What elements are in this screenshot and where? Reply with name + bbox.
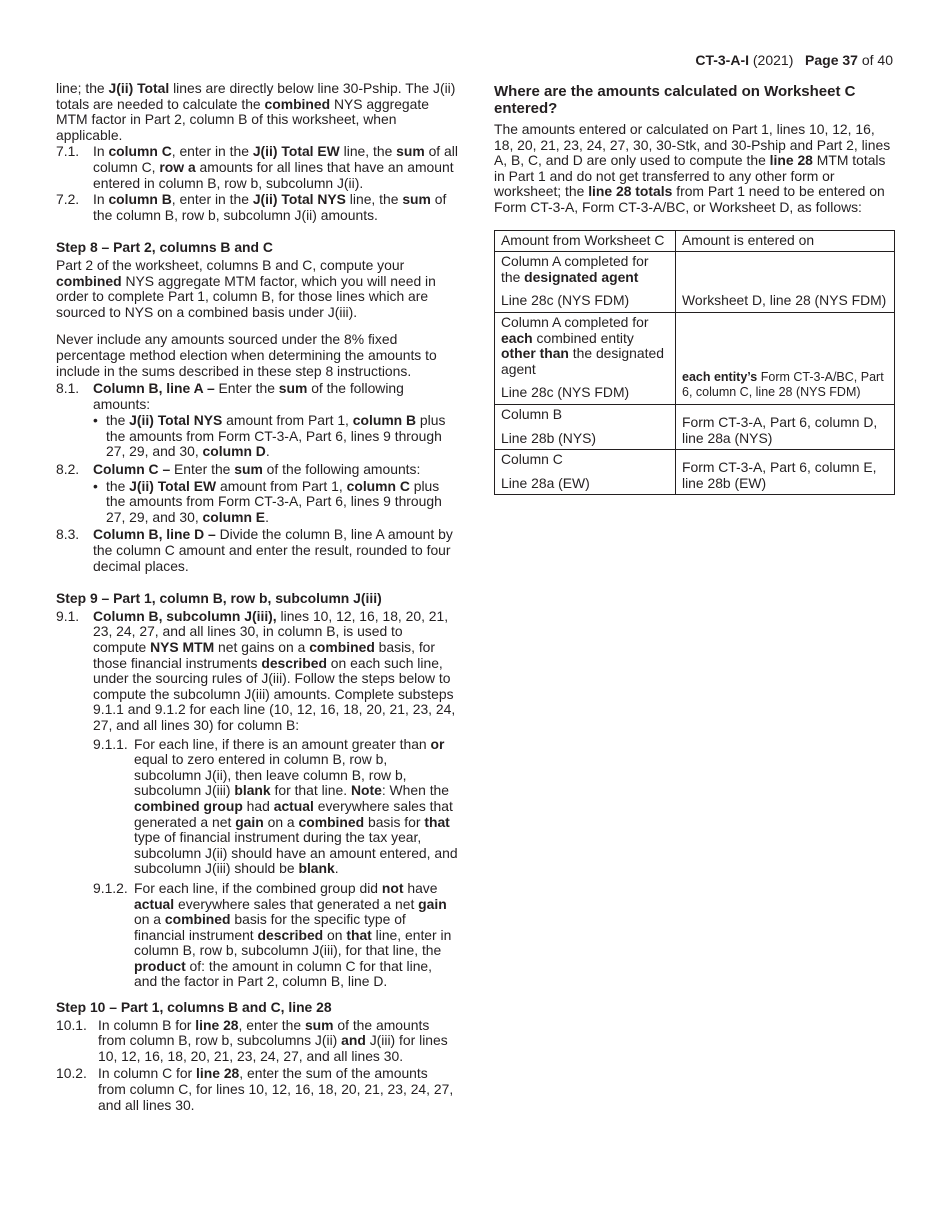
- step-8-2-bullet: • the J(ii) Total EW amount from Part 1, column C plus the amounts from Form CT-3-A, Part 6, lines 9 through 27, 29, and 30, column E.: [93, 477, 442, 525]
- step-10-1: 10.1. In column B for line 28, enter the sum of the amounts from column B, row b, subcolumns J(ii) and J(iii) for lines 10, 12, 16, 18, 20, 21, 23, 24, 27, and all lines 30.: [56, 1016, 448, 1064]
- section-paragraph: The amounts entered or calculated on Part 1, lines 10, 12, 16, 18, 20, 21, 23, 24, 27, 30, 30-Stk, and 30-Pship and Part 2, lines A, B, C, and D are only used to compute the line 28 MTM totals in Part 1 and do not get transferred to any other form or worksheet; the line 28 totals from Part 1 need to be entered on Form CT-3-A, Form CT-3-A/BC, or Worksheet D, as follows:: [494, 121, 891, 215]
- table-cell: Worksheet D, line 28 (NYS FDM): [676, 252, 895, 313]
- page-header: [695, 53, 893, 69]
- step-9-1-2: 9.1.2. For each line, if the combined group did not have actual everywhere sales that generated a net gain on a combined basis for the specific type of financial instrument described on that line, enter in column B, row b, subcolumn J(iii), for that line, the product of: the amount in column C for that line, and the factor in Part 2, column B, line D.: [93, 879, 452, 990]
- page-number: Page 37: [805, 52, 858, 68]
- step-10-heading: Step 10 – Part 1, columns B and C, line 28: [56, 999, 332, 1016]
- amounts-table: [494, 230, 895, 496]
- table-row: [495, 404, 895, 449]
- table-row: [495, 450, 895, 495]
- step-8-3: 8.3. Column B, line D – Divide the column B, line A amount by the column C amount and enter the result, rounded to four decimal places.: [56, 526, 453, 574]
- table-cell: each entity’s Form CT-3-A/BC, Part 6, column C, line 28 (NYS FDM): [676, 312, 895, 404]
- table-cell: Column A completed for each combined entity other than the designated agent Line 28c (NYS FDM): [495, 312, 676, 404]
- intro-paragraph: line; the J(ii) Total lines are directly below line 30-Pship. The J(ii) totals are needed to calculate the combined NYS aggregate MTM factor in Part 2, column B of this worksheet, when applicable.: [56, 80, 456, 143]
- step-10-2: 10.2. In column C for line 28, enter the sum of the amounts from column C, for lines 10, 12, 16, 18, 20, 21, 23, 24, 27, and all lines 30.: [56, 1065, 454, 1113]
- section-heading: Where are the amounts calculated on Worksheet C entered?: [494, 83, 856, 117]
- step-9-heading: Step 9 – Part 1, column B, row b, subcolumn J(iii): [56, 590, 382, 607]
- page-total: of 40: [861, 52, 893, 68]
- table-row: [495, 252, 895, 313]
- table-cell: Form CT-3-A, Part 6, column D, line 28a (NYS): [676, 404, 895, 449]
- table-cell: Column A completed for the designated agent Line 28c (NYS FDM): [495, 252, 676, 313]
- form-number: CT-3-A-I: [695, 52, 749, 68]
- table-row: [495, 312, 895, 404]
- table-cell: Form CT-3-A, Part 6, column E, line 28b (EW): [676, 450, 895, 495]
- step-9-1: 9.1. Column B, subcolumn J(iii), lines 10, 12, 16, 18, 20, 21, 23, 24, 27, and all lines 30, in column B, is used to compute NYS MTM net gains on a combined basis, for those financial instruments described on each such line, under the sourcing rules of J(iii). Follow the steps below to compute the subcolumn J(iii) amounts. Complete substeps 9.1.1 and 9.1.2 for each line (10, 12, 16, 18, 20, 21, 23, 24, 27, and all lines 30) for column B:: [56, 607, 456, 733]
- step-8-1-bullet: • the J(ii) Total NYS amount from Part 1, column B plus the amounts from Form CT-3-A, Part 6, lines 9 through 27, 29, and 30, column D.: [93, 412, 446, 460]
- table-header-row: [495, 230, 895, 252]
- step-9-1-1: 9.1.1. For each line, if there is an amount greater than or equal to zero entered in column B, row b, subcolumn J(ii), then leave column B, row b, subcolumn J(iii) blank for that line. Note: When the combined group had actual everywhere sales that generated a net gain on a combined basis for that type of financial instrument during the tax year, subcolumn J(ii) should have an amount entered, and subcolumn J(iii) should be blank.: [93, 735, 458, 877]
- step-8-heading: Step 8 – Part 2, columns B and C: [56, 239, 273, 256]
- table-header-cell: Amount is entered on: [676, 230, 895, 252]
- step-8-1: 8.1. Column B, line A – Enter the sum of the following amounts: • the J(ii) Total NYS amount from Part 1, column B plus the amounts from Form CT-3-A, Part 6, lines 9 through 27, 29, and 30, column D.: [56, 381, 458, 460]
- right-column: [494, 81, 895, 495]
- table-header-cell: Amount from Worksheet C: [495, 230, 676, 252]
- table-cell: Column B Line 28b (NYS): [495, 404, 676, 449]
- step-8-paragraph-1: Part 2 of the worksheet, columns B and C, compute your combined NYS aggregate MTM factor, which you will need in order to complete Part 1, column B, for those lines which are sourced to NYS on a combined basis under J(iii).: [56, 256, 436, 320]
- step-7-2: 7.2. In column B, enter in the J(ii) Total NYS line, the sum of the column B, row b, subcolumn J(ii) amounts.: [56, 191, 447, 223]
- step-7-1: 7.1. In column C, enter in the J(ii) Total EW line, the sum of all column C, row a amounts for all lines that have an amount entered in column B, row b, subcolumn J(ii).: [56, 143, 458, 191]
- step-8-2: 8.2. Column C – Enter the sum of the following amounts: • the J(ii) Total EW amount from Part 1, column C plus the amounts from Form CT-3-A, Part 6, lines 9 through 27, 29, and 30, column E.: [56, 462, 458, 525]
- left-column: [56, 81, 458, 1114]
- form-year: (2021): [752, 52, 794, 68]
- step-8-paragraph-2: Never include any amounts sourced under the 8% fixed percentage method election when determining the amounts to include in the sums described in these step 8 instructions.: [56, 331, 437, 379]
- table-cell: Column C Line 28a (EW): [495, 450, 676, 495]
